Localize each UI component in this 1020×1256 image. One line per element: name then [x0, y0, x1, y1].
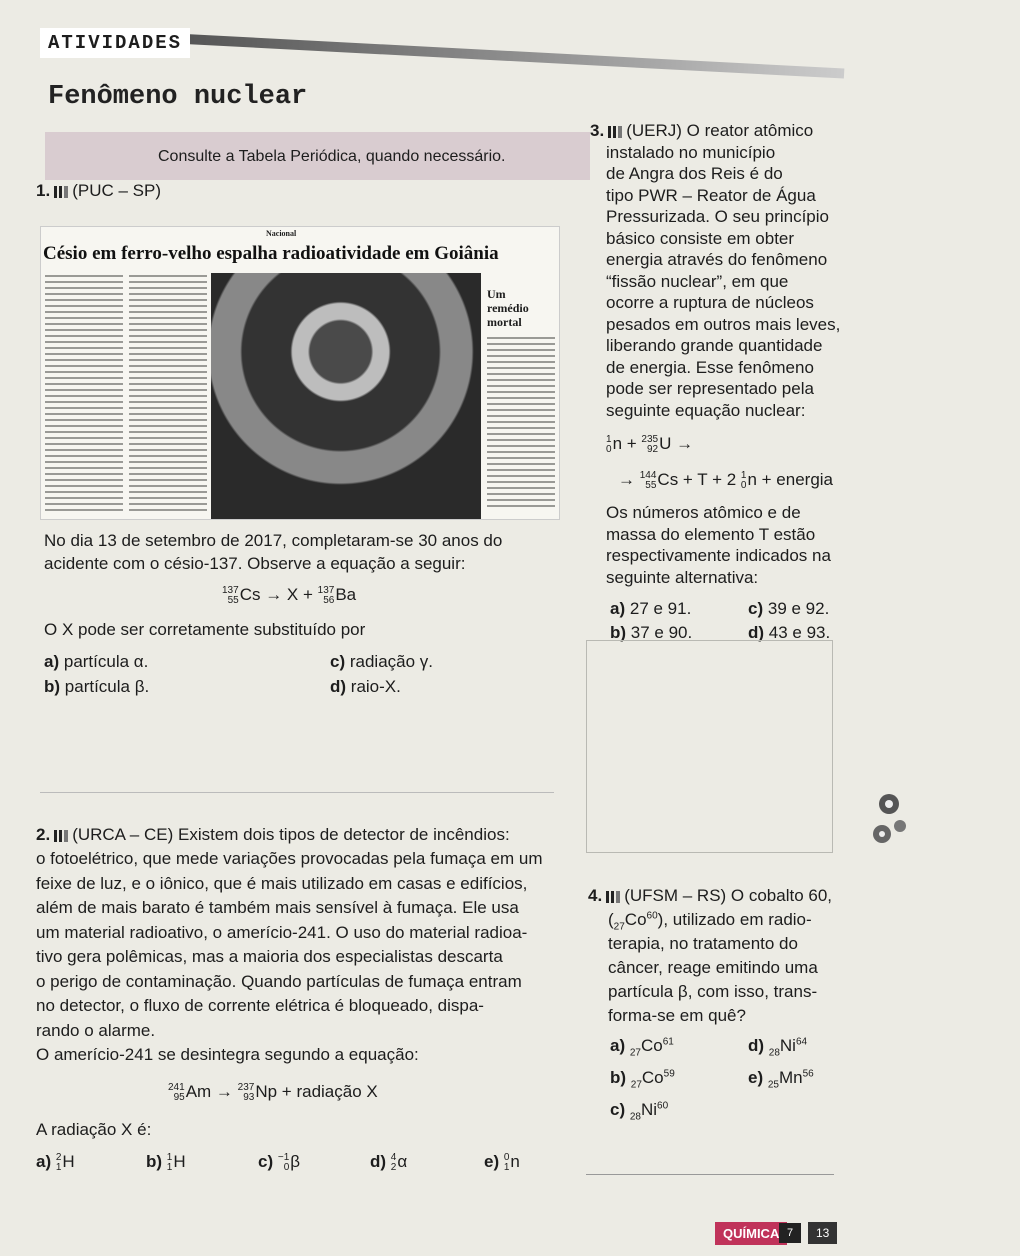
- page-title: Fenômeno nuclear: [48, 82, 308, 112]
- q3-option-b: b) 37 e 90.: [610, 623, 693, 642]
- q2-option-c: c) −1 0 β: [258, 1151, 301, 1173]
- divider: [40, 792, 554, 793]
- q3-option-c: c) 39 e 92.: [748, 599, 830, 618]
- q3-text: 3. (UERJ) O reator atômico instalado no município de Angra dos Reis é do tipo PWR – Reator de Água Pressurizada. O seu princípio básico consiste em obter energia através do fenômeno “fissão nuclear”, em que ocorre a ruptura de núcleos pesados em outros mais leves, liberando grande quantidade de energia. Esse fenômeno pode ser representado pela seguinte equação nuclear:: [590, 121, 841, 420]
- q1-option-b: b) partícula β.: [44, 677, 150, 696]
- q2-eq-intro: O amerício-241 se desintegra segundo a equação:: [36, 1045, 419, 1064]
- difficulty-icon: [606, 891, 620, 903]
- subject-tag: QUÍMICA: [715, 1222, 787, 1245]
- q3-equation-1: 1 0 n + 235 92 U →: [606, 433, 694, 455]
- q1-prompt: O X pode ser corretamente substituído por: [44, 620, 366, 639]
- page-number: 13: [808, 1222, 837, 1244]
- difficulty-icon: [608, 126, 622, 138]
- notes-box: [586, 640, 833, 853]
- newspaper-column: [45, 275, 123, 515]
- q2-header: 2. (URCA – CE) Existem dois tipos de detector de incêndios:: [36, 825, 510, 844]
- q3-option-a: a) 27 e 91.: [610, 599, 692, 618]
- q2-equation: 241 95 Am → 237 93 Np + radiação X: [168, 1081, 378, 1103]
- section-badge: ATIVIDADES: [40, 28, 190, 58]
- newspaper-photo: [211, 273, 481, 519]
- q3-option-d: d) 43 e 93.: [748, 623, 831, 642]
- q1-equation: 137 55 Cs → X + 137 56 Ba: [222, 584, 357, 606]
- tip-banner: Consulte a Tabela Periódica, quando necessário.: [45, 132, 590, 180]
- newspaper-column: [487, 337, 555, 507]
- header-stripe: [185, 34, 845, 79]
- q4-text: 4. (UFSM – RS) O cobalto 60, $(_{27}Co^{60})$, utilizado em radio- terapia, no tratamento do câncer, reage emitindo uma partícula β, com isso, trans- forma-se em quê?: [588, 886, 833, 1025]
- q2-text: o fotoelétrico, que mede variações provocadas pela fumaça em um feixe de luz, e o iônico, que é mais utilizado em casas e edifícios, além de mais barato é também mais sensível à fumaça. Ele usa um material radioativo, o amerício-241. O uso do material radioa- tivo gera polêmicas, mas a maioria dos especialistas descarta o perigo de contaminação. Quando partículas de fumaça entram no detector, o fluxo de corrente elétrica é bloqueado, dispa- rando o alarme.: [36, 849, 543, 1040]
- q1-option-a: a) partícula α.: [44, 652, 149, 671]
- q4-option-a: a) $_{27}Co^{61}$: [610, 1036, 674, 1059]
- q2-option-b: b) 1 1 H: [146, 1151, 186, 1173]
- newspaper-section: Nacional: [266, 229, 297, 238]
- q2-prompt: A radiação X é:: [36, 1120, 152, 1139]
- q3-after-text: Os números atômico e de massa do elemento T estão respectivamente indicados na seguinte alternativa:: [606, 503, 831, 587]
- divider: [586, 1174, 834, 1175]
- newspaper-image: [40, 226, 560, 520]
- q1-header: 1. (PUC – SP): [36, 181, 161, 200]
- difficulty-icon: [54, 830, 68, 842]
- q1-option-d: d) raio-X.: [330, 677, 401, 696]
- difficulty-icon: [54, 186, 68, 198]
- newspaper-column: [129, 275, 207, 515]
- q1-text-line: acidente com o césio-137. Observe a equação a seguir:: [44, 554, 466, 573]
- q4-option-d: d) $_{28}Ni^{64}$: [748, 1036, 808, 1059]
- q2-option-e: e) 0 1 n: [484, 1151, 520, 1173]
- newspaper-side-headline: Um remédio mortal: [487, 287, 529, 329]
- q3-equation-2: → 144 55 Cs + T + 2 1 0 n + energia: [618, 469, 834, 491]
- q2-option-d: d) 4 2 α: [370, 1151, 408, 1173]
- q2-option-a: a) 2 1 H: [36, 1151, 75, 1173]
- q4-option-c: c) $_{28}Ni^{60}$: [610, 1100, 669, 1123]
- q1-option-c: c) radiação γ.: [330, 652, 434, 671]
- q1-text-line: No dia 13 de setembro de 2017, completaram-se 30 anos do: [44, 531, 503, 550]
- newspaper-headline: Césio em ferro-velho espalha radioatividade em Goiânia: [43, 243, 499, 264]
- molecule-icon: [870, 790, 908, 852]
- chapter-icon: 7: [779, 1223, 801, 1243]
- q4-option-b: b) $_{27}Co^{59}$: [610, 1068, 675, 1091]
- q4-option-e: e) $_{25}Mn^{56}$: [748, 1068, 814, 1091]
